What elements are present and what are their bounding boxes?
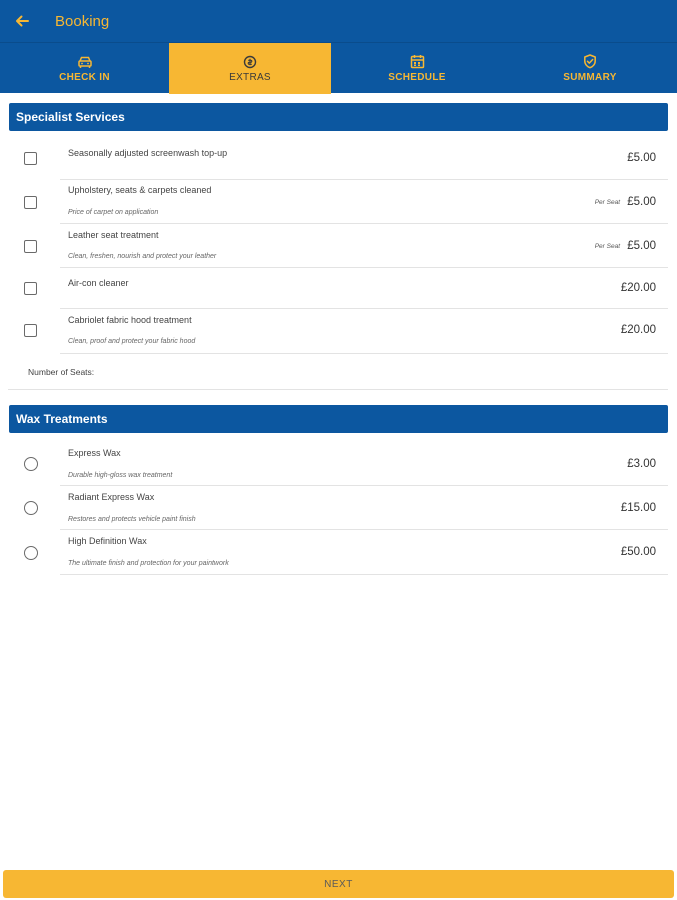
item-description: Durable high-gloss wax treatment — [68, 472, 173, 479]
item-description: The ultimate finish and protection for your paintwork — [68, 560, 229, 567]
item-price: £3.00 — [627, 458, 656, 470]
item-price: £15.00 — [620, 502, 656, 514]
cabriolet-hood-checkbox[interactable] — [24, 324, 37, 337]
arrow-left-icon — [14, 13, 30, 29]
app-bar — [0, 0, 677, 42]
list-item — [8, 180, 668, 224]
list-item — [8, 486, 668, 530]
item-title: Upholstery, seats & carpets cleaned — [68, 185, 212, 195]
shield-check-icon — [583, 54, 597, 69]
screenwash-checkbox[interactable] — [24, 152, 37, 165]
item-price: £5.00 — [627, 196, 656, 208]
air-con-checkbox[interactable] — [24, 282, 37, 295]
number-of-seats-label: Number of Seats: — [28, 367, 95, 377]
item-title: Air-con cleaner — [68, 278, 129, 288]
step-tabs — [0, 42, 677, 93]
per-seat-label: Per Seat — [594, 199, 620, 206]
item-title: Express Wax — [68, 448, 121, 458]
list-item — [8, 268, 668, 309]
specialist-services-header: Specialist Services — [9, 103, 668, 131]
tab-extras[interactable] — [169, 43, 331, 94]
car-icon — [77, 55, 93, 69]
item-price: £5.00 — [627, 240, 656, 252]
upholstery-checkbox[interactable] — [24, 196, 37, 209]
page-title: Booking — [55, 12, 110, 30]
item-price: £20.00 — [620, 282, 656, 294]
divider — [8, 389, 668, 390]
tab-label: CHECK IN — [59, 71, 110, 83]
leather-seat-checkbox[interactable] — [24, 240, 37, 253]
list-item — [8, 309, 668, 354]
list-item — [8, 530, 668, 575]
tab-summary[interactable] — [503, 43, 677, 94]
item-price: £20.00 — [620, 324, 656, 336]
next-button[interactable]: NEXT — [3, 870, 674, 898]
tab-check-in[interactable] — [0, 43, 169, 94]
item-description: Clean, freshen, nourish and protect your leather — [68, 253, 217, 260]
item-price: £5.00 — [627, 152, 656, 164]
item-title: Cabriolet fabric hood treatment — [68, 315, 192, 325]
item-description: Price of carpet on application — [68, 209, 159, 216]
calendar-icon — [410, 54, 425, 69]
item-title: Seasonally adjusted screenwash top-up — [68, 148, 228, 158]
radiant-express-wax-radio[interactable] — [24, 501, 38, 515]
per-seat-label: Per Seat — [594, 243, 620, 250]
tab-schedule[interactable] — [331, 43, 503, 94]
item-title: Radiant Express Wax — [68, 492, 155, 502]
divider — [60, 574, 668, 575]
item-description: Clean, proof and protect your fabric hood — [68, 338, 196, 345]
list-item — [8, 224, 668, 268]
back-button[interactable] — [2, 0, 42, 42]
wax-treatments-header: Wax Treatments — [9, 405, 668, 433]
list-item — [8, 137, 668, 180]
express-wax-radio[interactable] — [24, 457, 38, 471]
item-description: Restores and protects vehicle paint finish — [68, 516, 196, 523]
item-price: £50.00 — [620, 546, 656, 558]
coin-icon — [243, 55, 257, 69]
high-definition-wax-radio[interactable] — [24, 546, 38, 560]
item-title: High Definition Wax — [68, 536, 147, 546]
tab-label: SCHEDULE — [388, 72, 446, 83]
divider — [60, 353, 668, 354]
item-title: Leather seat treatment — [68, 230, 159, 240]
tab-label: EXTRAS — [229, 71, 271, 83]
list-item — [8, 441, 668, 486]
tab-label: SUMMARY — [563, 72, 617, 83]
